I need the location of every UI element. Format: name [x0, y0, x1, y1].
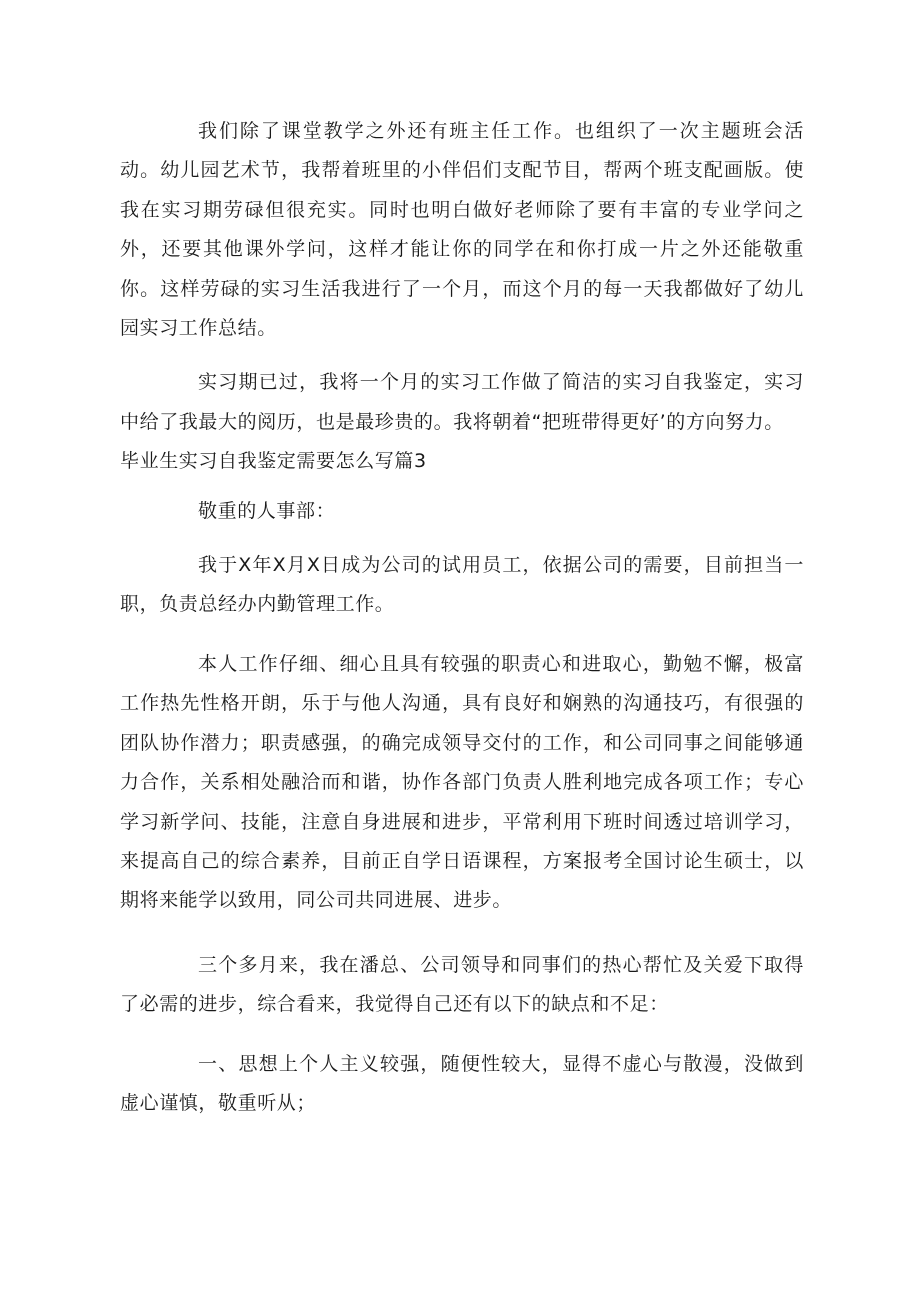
- paragraph-internship-summary: 实习期已过，我将一个月的实习工作做了简洁的实习自我鉴定，实习中给了我最大的阅历，也是最珍贵的。我将朝着“把班带得更好’的方向努力。: [120, 371, 804, 433]
- paragraph-internship-work: 我们除了课堂教学之外还有班主任工作。也组织了一次主题班会活动。幼儿园艺术节，我帮着班里的小伴侣们支配节目，帮两个班支配画版。使我在实习期劳碌但很充实。同时也明白做好老师除了要有丰富的专业学问之外，还要其他课外学问，这样才能让你的同学在和你打成一片之外还能敬重你。这样劳碌的实习生活我进行了一个月，而这个月的每一天我都做好了幼儿园实习工作总结。: [120, 120, 804, 340]
- paragraph-employment-intro: 我于X年X月X日成为公司的试用员工，依据公司的需要，目前担当一职，负责总经办内勤管理工作。: [120, 554, 804, 616]
- paragraph-shortcoming-1: 一、思想上个人主义较强，随便性较大，显得不虚心与散漫，没做到虚心谨慎，敬重听从；: [120, 1052, 804, 1114]
- paragraph-strengths: 本人工作仔细、细心且具有较强的职责心和进取心，勤勉不懈，极富工作热先性格开朗，乐于与他人沟通，具有良好和娴熟的沟通技巧，有很强的团队协作潜力；职责感强，的确完成领导交付的工作，和公司同事之间能够通力合作，关系相处融洽而和谐，协作各部门负责人胜利地完成各项工作；专心学习新学问、技能，注意自身进展和进步，平常利用下班时间透过培训学习，来提高自己的综合素养，目前正自学日语课程，方案报考全国讨论生硕士，以期将来能学以致用，同公司共同进展、进步。: [120, 652, 804, 912]
- paragraph-progress: 三个多月来，我在潘总、公司领导和同事们的热心帮忙及关爱下取得了必需的进步，综合看来，我觉得自己还有以下的缺点和不足：: [120, 953, 804, 1016]
- section-heading: 毕业生实习自我鉴定需要怎么写篇3: [120, 450, 427, 473]
- salutation: 敬重的人事部：: [198, 499, 336, 522]
- document-body: [120, 112, 804, 1123]
